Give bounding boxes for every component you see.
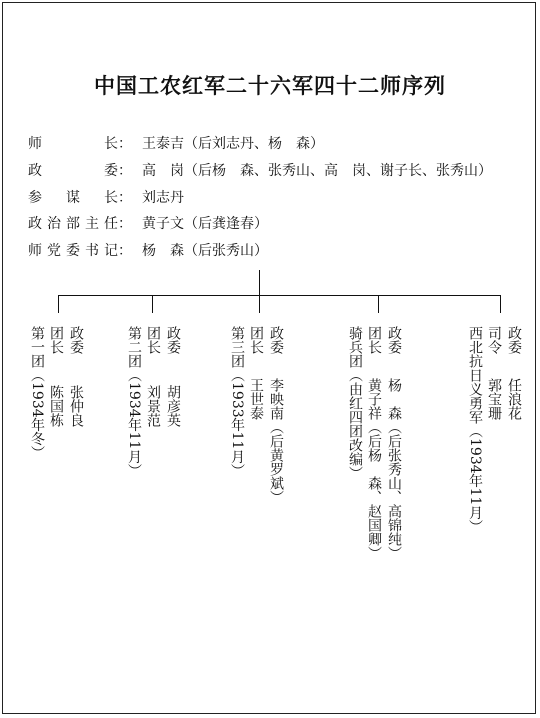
unit-leader-name: 张仲良 [68, 385, 84, 427]
unit-leader-name: 任浪花 [506, 378, 522, 420]
command-name: 王泰吉（后刘志丹、杨 森） [142, 136, 324, 152]
command-colon: ： [118, 163, 132, 179]
unit-name: 第二团（1934年11月） [126, 326, 142, 478]
unit-leader-name: 胡彦英 [165, 385, 181, 427]
unit-leader-role: 政委 [165, 326, 181, 354]
unit-leader-role: 政委 [506, 326, 522, 354]
unit-leader-name: 王世泰 [248, 378, 264, 420]
command-role: 师党委书记 [28, 243, 118, 259]
command-role: 师长 [28, 136, 118, 152]
tree-branch-line [58, 295, 59, 313]
tree-branch-line [259, 295, 260, 313]
unit-leader-role: 政委 [68, 326, 84, 354]
unit-leader-name: 黄子祥（后杨 森、赵国卿） [366, 378, 382, 560]
tree-branch-line [378, 295, 379, 313]
unit-leader-role: 团长 [248, 326, 264, 354]
command-role: 参谋长 [28, 190, 118, 206]
tree-branch-line [500, 295, 501, 313]
command-name: 黄子文（后龚逢春） [142, 216, 268, 232]
unit-leader-role: 团长 [145, 326, 161, 354]
unit-leader-role: 政委 [386, 326, 402, 354]
command-name: 杨 森（后张秀山） [142, 243, 268, 259]
unit-leader-name: 杨 森（后张秀山、高锦纯） [386, 378, 402, 560]
unit-leader-role: 政委 [268, 326, 284, 354]
unit-name: 西北抗日义勇军（1934年11月） [467, 326, 483, 534]
unit-leader-name: 李映南（后黄罗斌） [268, 378, 284, 504]
tree-branch-line [152, 295, 153, 313]
command-role: 政委 [28, 163, 118, 179]
unit-leader-role: 团长 [366, 326, 382, 354]
command-colon: ： [118, 136, 132, 152]
command-name: 高 岗（后杨 森、张秀山、高 岗、谢子长、张秀山） [142, 163, 492, 179]
unit-leader-name: 刘景范 [145, 385, 161, 427]
unit-leader-name: 陈国栋 [48, 385, 64, 427]
tree-trunk-line [259, 270, 260, 295]
page-title: 中国工农红军二十六军四十二师序列 [94, 73, 446, 98]
tree-horizontal-line [58, 295, 501, 296]
command-colon: ： [118, 190, 132, 206]
unit-leader-name: 郭宝珊 [486, 378, 502, 420]
unit-name: 第一团（1934年冬） [29, 326, 45, 460]
command-colon: ： [118, 216, 132, 232]
page-frame [2, 2, 536, 714]
unit-leader-role: 团长 [48, 326, 64, 354]
command-colon: ： [118, 243, 132, 259]
unit-name: 骑兵团（由红四团改编） [347, 326, 363, 480]
command-name: 刘志丹 [142, 190, 184, 206]
unit-leader-role: 司令 [486, 326, 502, 354]
command-role: 政治部主任 [28, 216, 118, 232]
unit-name: 第三团（1933年11月） [229, 326, 245, 478]
